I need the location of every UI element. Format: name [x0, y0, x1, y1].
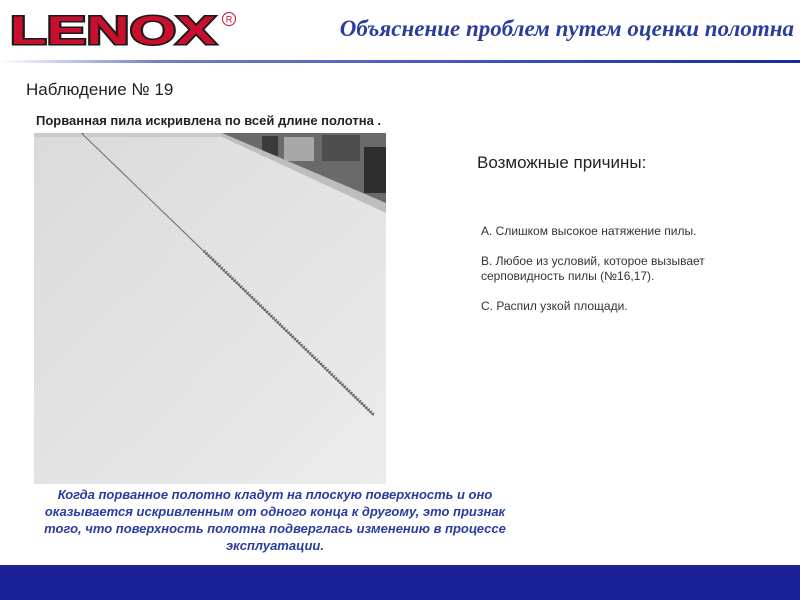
header-divider [0, 60, 800, 63]
registered-mark: R [225, 14, 233, 25]
observation-title: Наблюдение № 19 [26, 80, 174, 99]
cause-a: A. Слишком высокое натяжение пилы. [481, 224, 697, 238]
broken-blade-photo [34, 133, 386, 484]
brand-wordmark: LENOX [10, 9, 217, 52]
causes-list [481, 224, 781, 329]
causes-heading: Возможные причины: [477, 153, 647, 172]
page-title: Объяснение проблем путем оценки полотна [339, 16, 794, 41]
footer-bar [0, 565, 800, 600]
explanation-note: Когда порванное полотно кладут на плоскую поверхность и оно оказывается искривленным от одного конца к другому, это признак того, что поверхность полотна подверглась изменению в процессе эксплуатации. [44, 487, 506, 553]
cause-b: B. Любое из условий, которое вызывает серповидность пилы (№16,17). [481, 254, 705, 283]
cause-c: C. Распил узкой площади. [481, 299, 628, 313]
lenox-logo [6, 6, 238, 52]
photo-caption: Порванная пила искривлена по всей длине полотна . [36, 113, 382, 128]
